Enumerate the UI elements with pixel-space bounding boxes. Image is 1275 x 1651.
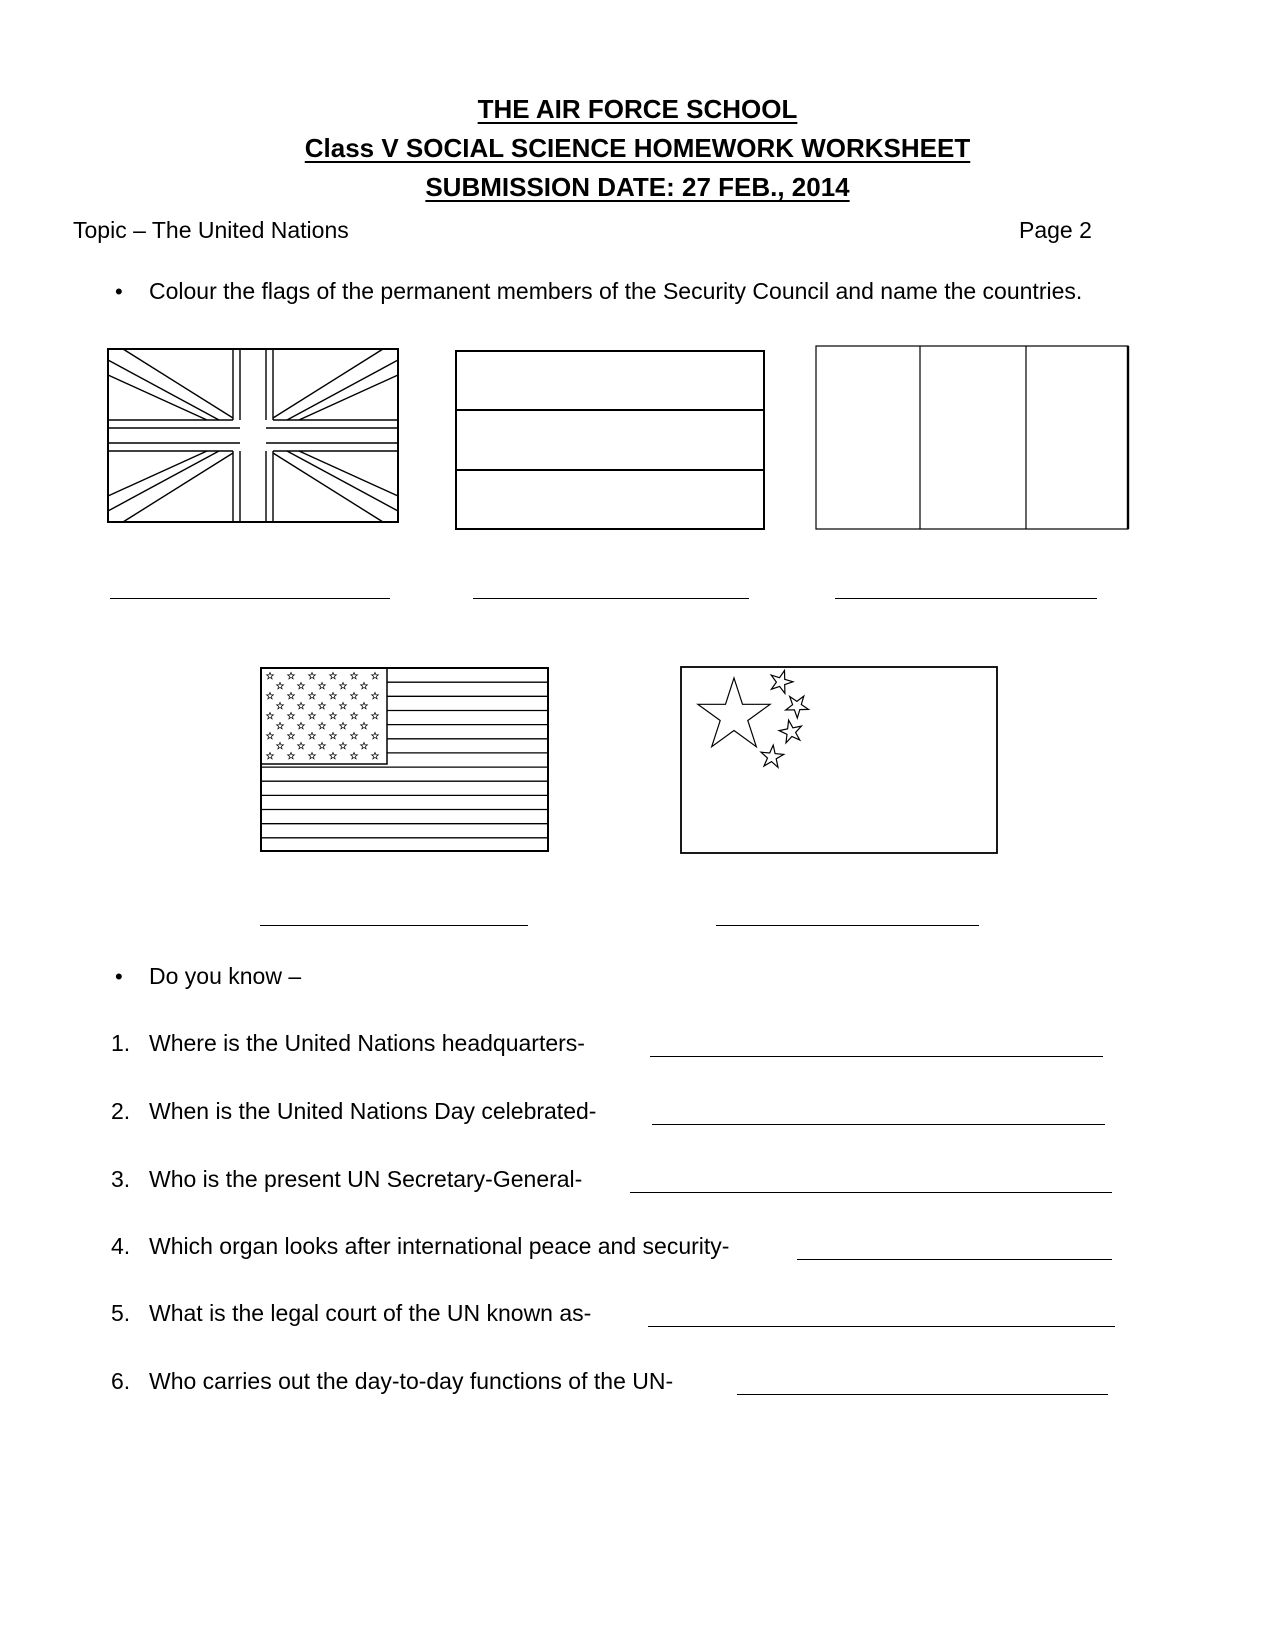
- bullet-icon: •: [115, 964, 123, 989]
- flag-star-mark: [288, 712, 295, 719]
- flag-star-mark: [298, 702, 305, 709]
- answer-line-6[interactable]: [737, 1394, 1108, 1395]
- question-text: Who carries out the day-to-day functions of the UN-: [149, 1368, 674, 1394]
- question-text: Which organ looks after international peace and security-: [149, 1233, 730, 1259]
- question-text: Who is the present UN Secretary-General-: [149, 1166, 583, 1192]
- question-number: 5.: [111, 1300, 131, 1326]
- five-star-flag-icon: [680, 666, 998, 854]
- flag-star-mark: [309, 752, 316, 759]
- flag-star-mark: [340, 722, 347, 729]
- question-2: [111, 1098, 596, 1125]
- flag-star-mark: [330, 712, 337, 719]
- flags-instruction-text: Colour the flags of the permanent members of the Security Council and name the countries.: [149, 278, 1083, 304]
- question-3: [111, 1166, 582, 1193]
- flag-star-mark: [351, 752, 358, 759]
- flag-star-mark: [372, 692, 379, 699]
- answer-line-2[interactable]: [652, 1124, 1105, 1125]
- flag-star-mark: [288, 732, 295, 739]
- flag-star-mark: [761, 745, 784, 767]
- stars-and-stripes-flag-icon: [260, 667, 550, 853]
- flag-star-mark: [330, 752, 337, 759]
- flag-star-mark: [330, 692, 337, 699]
- flag-star-mark: [319, 742, 326, 749]
- question-number: 1.: [111, 1030, 131, 1056]
- question-number: 4.: [111, 1233, 131, 1259]
- flag-star-mark: [786, 696, 809, 718]
- flag-star-mark: [309, 712, 316, 719]
- answer-line-1[interactable]: [650, 1056, 1103, 1057]
- china-country-name-line[interactable]: [716, 925, 979, 926]
- flag-star-mark: [372, 752, 379, 759]
- flag-star-mark: [698, 678, 770, 747]
- horizontal-tricolour-flag-icon: [455, 350, 765, 530]
- flag-star-mark: [267, 692, 274, 699]
- question-number: 3.: [111, 1166, 131, 1192]
- question-number: 6.: [111, 1368, 131, 1394]
- flag-star-mark: [309, 692, 316, 699]
- flag-star-mark: [361, 702, 368, 709]
- flag-star-mark: [330, 672, 337, 679]
- flag-star-mark: [309, 732, 316, 739]
- question-text: When is the United Nations Day celebrated-: [149, 1098, 597, 1124]
- flag-star-mark: [319, 722, 326, 729]
- flag-star-mark: [779, 720, 801, 743]
- flag-star-mark: [340, 742, 347, 749]
- question-text: What is the legal court of the UN known as-: [149, 1300, 592, 1326]
- flag-star-mark: [340, 682, 347, 689]
- flag-star-mark: [340, 702, 347, 709]
- question-6: [111, 1368, 673, 1395]
- flag-star-mark: [267, 712, 274, 719]
- union-jack-flag-icon: [107, 348, 399, 523]
- flag-star-mark: [267, 732, 274, 739]
- question-5: [111, 1300, 591, 1327]
- flag-star-mark: [330, 732, 337, 739]
- usa-country-name-line[interactable]: [260, 925, 528, 926]
- flag-star-mark: [351, 732, 358, 739]
- do-you-know-heading: [115, 963, 301, 990]
- flag-star-mark: [351, 672, 358, 679]
- flag-star-mark: [298, 682, 305, 689]
- flag-star-mark: [319, 702, 326, 709]
- worksheet-title: Class V SOCIAL SCIENCE HOMEWORK WORKSHEET: [304, 133, 971, 163]
- submission-date: SUBMISSION DATE: 27 FEB., 2014: [425, 172, 850, 202]
- flag-star-mark: [277, 722, 284, 729]
- flags-instruction: [115, 278, 1082, 305]
- flag-star-mark: [351, 692, 358, 699]
- france-country-name-line[interactable]: [835, 598, 1097, 599]
- flag-star-mark: [298, 722, 305, 729]
- flag-star-mark: [288, 752, 295, 759]
- flag-star-mark: [361, 742, 368, 749]
- flag-star-mark: [309, 672, 316, 679]
- question-number: 2.: [111, 1098, 131, 1124]
- flag-star-mark: [277, 702, 284, 709]
- vertical-tricolour-flag-icon: [815, 345, 1132, 530]
- uk-country-name-line[interactable]: [110, 598, 390, 599]
- flag-star-mark: [277, 742, 284, 749]
- do-you-know-text: Do you know –: [149, 963, 302, 989]
- flag-star-mark: [361, 682, 368, 689]
- flag-star-mark: [361, 722, 368, 729]
- flag-star-mark: [771, 671, 793, 694]
- topic-label: Topic – The United Nations: [73, 217, 349, 243]
- question-4: [111, 1233, 729, 1260]
- page-number: Page 2: [1019, 217, 1092, 243]
- flag-star-mark: [372, 672, 379, 679]
- answer-line-3[interactable]: [630, 1192, 1112, 1193]
- flag-star-mark: [277, 682, 284, 689]
- flag-star-mark: [267, 672, 274, 679]
- school-title: THE AIR FORCE SCHOOL: [477, 94, 798, 124]
- flag-star-mark: [288, 692, 295, 699]
- flag-star-mark: [298, 742, 305, 749]
- flag-star-mark: [351, 712, 358, 719]
- flag-star-mark: [372, 712, 379, 719]
- question-1: [111, 1030, 585, 1057]
- russia-country-name-line[interactable]: [473, 598, 749, 599]
- answer-line-5[interactable]: [648, 1326, 1115, 1327]
- flag-star-mark: [372, 732, 379, 739]
- flag-star-mark: [288, 672, 295, 679]
- bullet-icon: •: [115, 279, 123, 304]
- flag-star-mark: [267, 752, 274, 759]
- flag-star-mark: [319, 682, 326, 689]
- question-text: Where is the United Nations headquarters-: [149, 1030, 585, 1056]
- answer-line-4[interactable]: [797, 1259, 1112, 1260]
